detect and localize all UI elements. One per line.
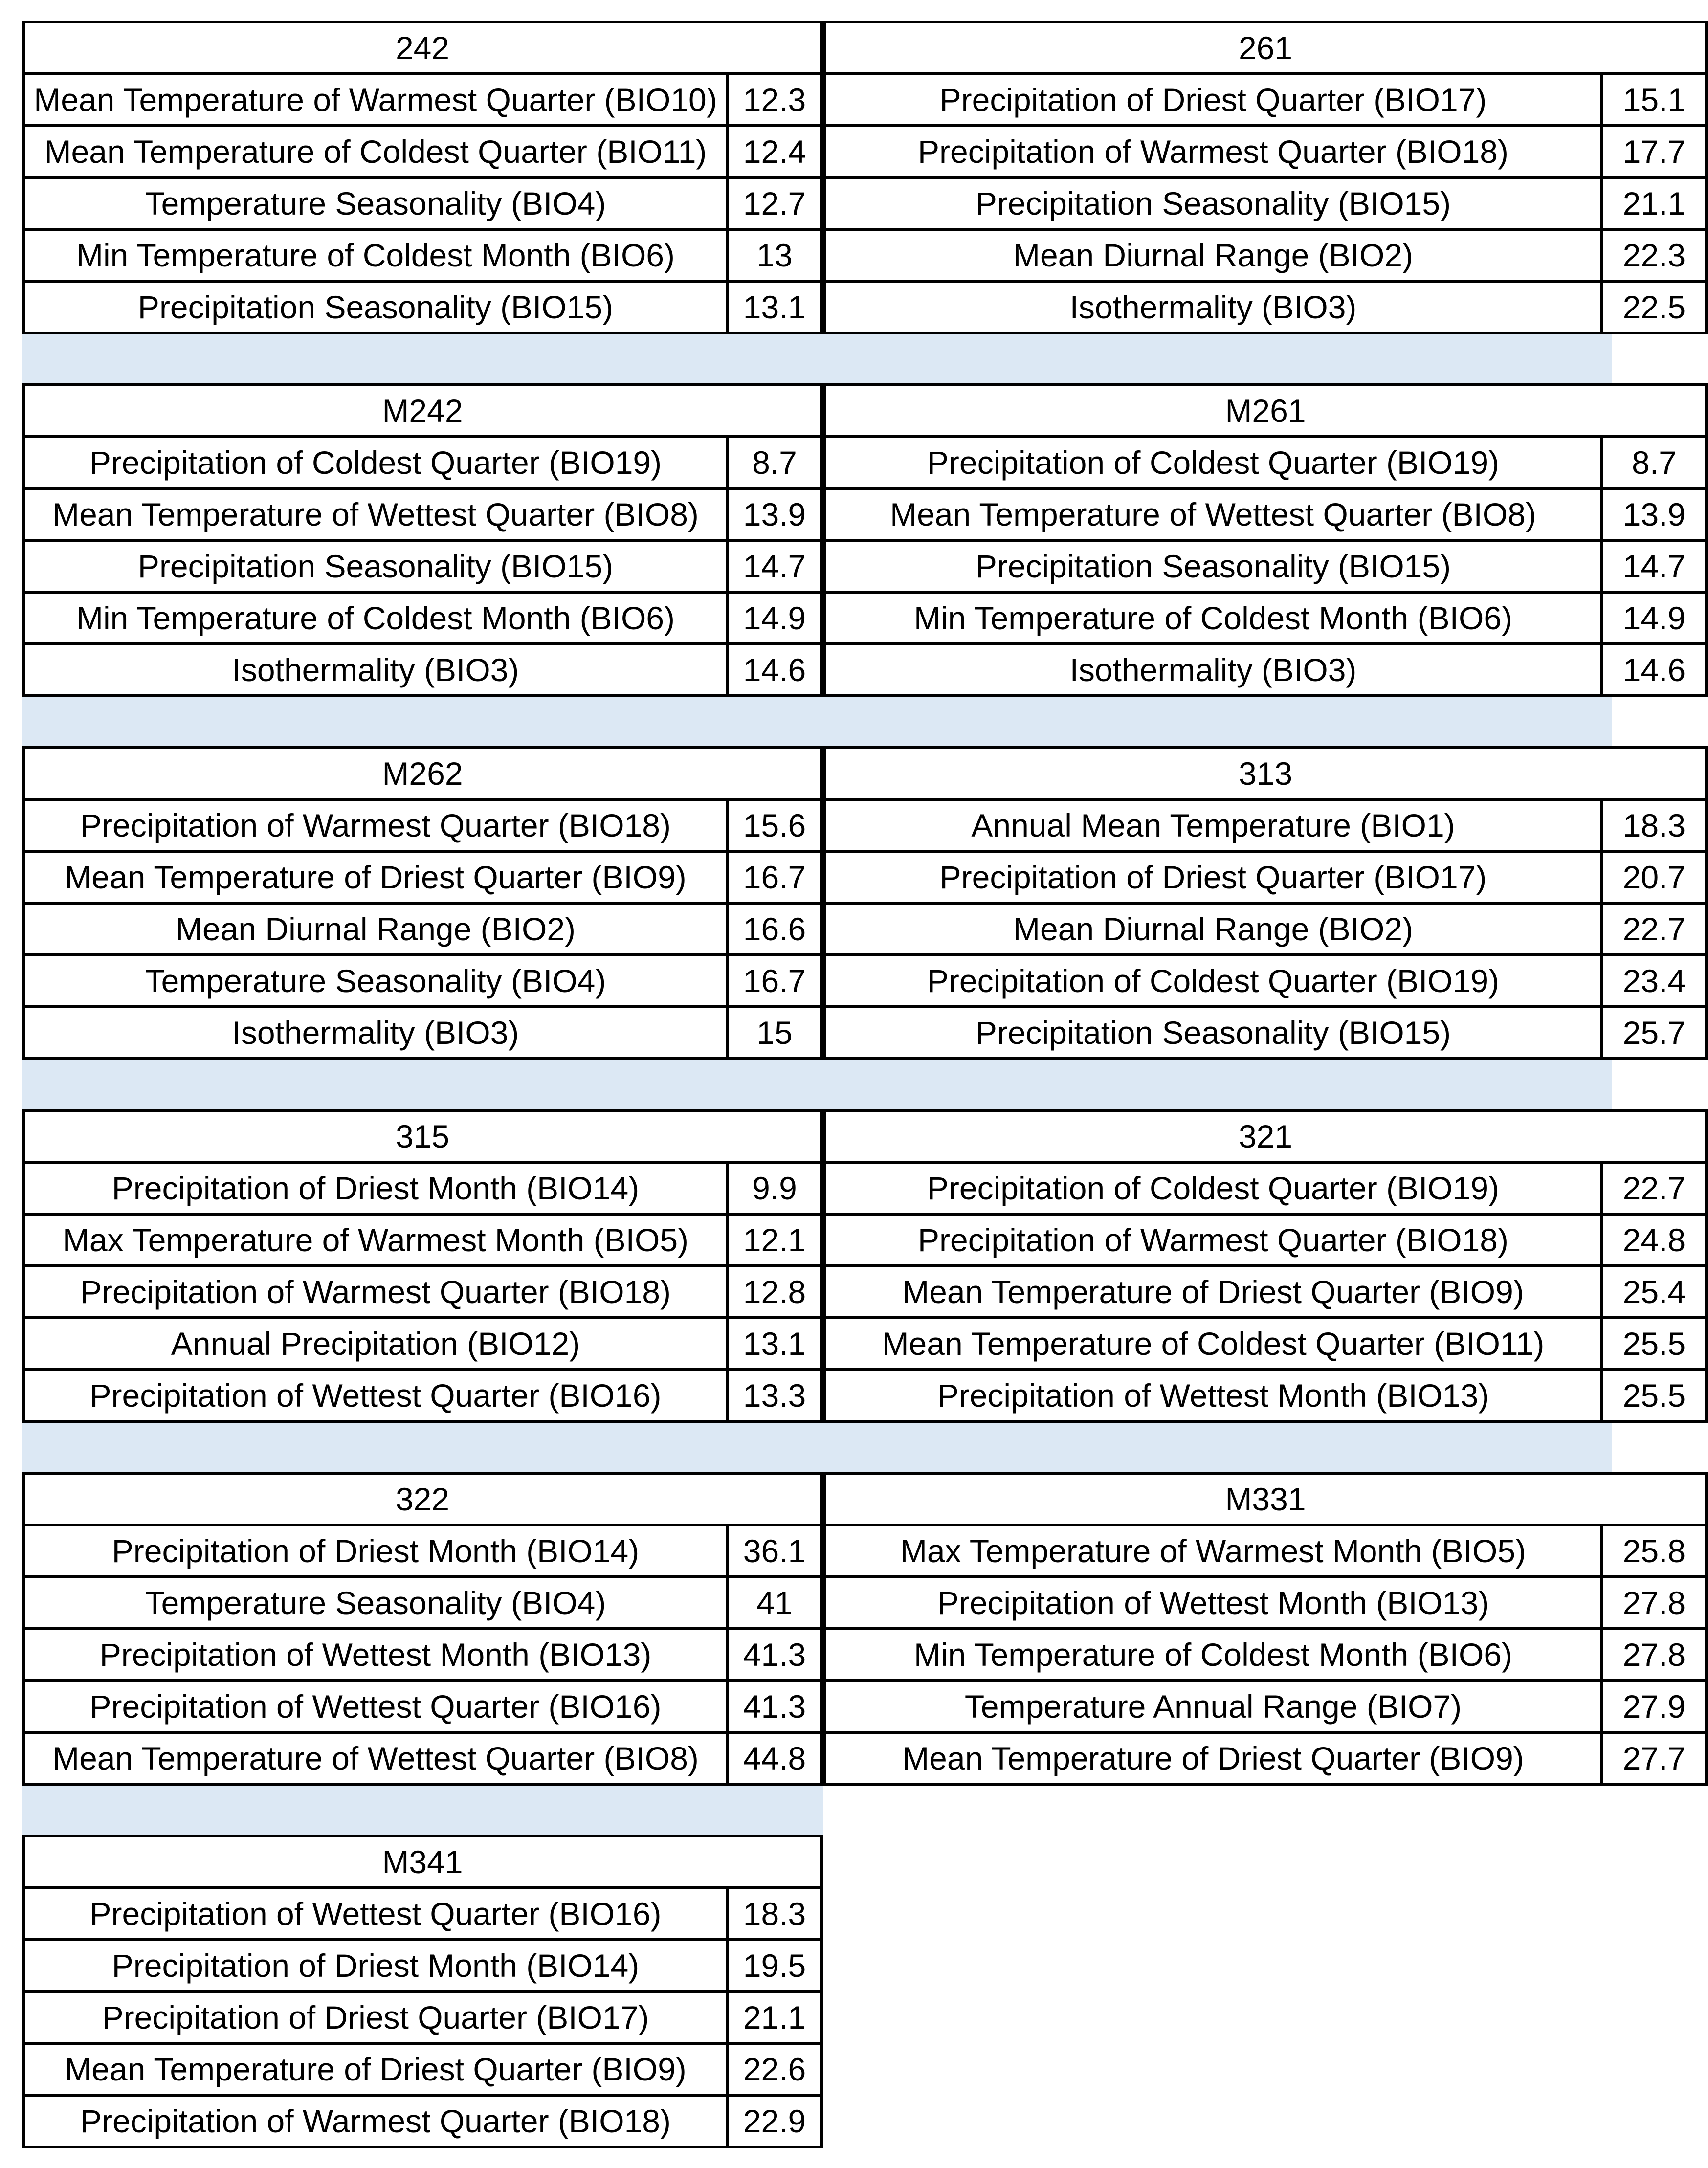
variable-label: Precipitation of Warmest Quarter (BIO18) <box>823 124 1603 179</box>
variable-label: Mean Diurnal Range (BIO2) <box>823 902 1603 956</box>
variable-label: Precipitation Seasonality (BIO15) <box>823 539 1603 594</box>
variable-value: 22.7 <box>1600 1161 1708 1216</box>
variable-label: Mean Temperature of Coldest Quarter (BIO11) <box>22 124 729 179</box>
variable-label: Precipitation of Coldest Quarter (BIO19) <box>823 1161 1603 1216</box>
variable-label: Mean Diurnal Range (BIO2) <box>823 228 1603 283</box>
variable-label: Temperature Annual Range (BIO7) <box>823 1679 1603 1734</box>
variable-label: Precipitation of Warmest Quarter (BIO18) <box>22 798 729 853</box>
variable-value: 27.8 <box>1600 1627 1708 1682</box>
variable-value: 12.8 <box>726 1264 823 1319</box>
table-title: M242 <box>22 383 823 438</box>
variable-label: Precipitation of Driest Quarter (BIO17) <box>22 1990 729 2045</box>
variable-value: 14.9 <box>726 591 823 645</box>
variable-value: 13 <box>726 228 823 283</box>
variable-value: 18.3 <box>1600 798 1708 853</box>
variable-label: Min Temperature of Coldest Month (BIO6) <box>823 1627 1603 1682</box>
table-title: M331 <box>823 1472 1708 1526</box>
variable-label: Precipitation of Coldest Quarter (BIO19) <box>823 953 1603 1008</box>
variable-value: 25.8 <box>1600 1524 1708 1578</box>
variable-label: Precipitation of Driest Quarter (BIO17) <box>823 850 1603 905</box>
variable-value: 25.5 <box>1600 1368 1708 1423</box>
variable-label: Precipitation Seasonality (BIO15) <box>22 539 729 594</box>
variable-label: Precipitation Seasonality (BIO15) <box>823 176 1603 231</box>
variable-label: Min Temperature of Coldest Month (BIO6) <box>22 591 729 645</box>
variable-label: Precipitation of Wettest Month (BIO13) <box>823 1575 1603 1630</box>
variable-value: 20.7 <box>1600 850 1708 905</box>
variable-value: 13.1 <box>726 280 823 334</box>
table-title: 321 <box>823 1109 1708 1164</box>
variable-value: 18.3 <box>726 1886 823 1941</box>
variable-label: Precipitation of Coldest Quarter (BIO19) <box>823 435 1603 490</box>
variable-label: Isothermality (BIO3) <box>22 642 729 697</box>
variable-label: Min Temperature of Coldest Month (BIO6) <box>823 591 1603 645</box>
variable-value: 8.7 <box>1600 435 1708 490</box>
separator-band <box>22 694 1612 746</box>
separator-band <box>22 1783 823 1835</box>
variable-label: Isothermality (BIO3) <box>22 1005 729 1060</box>
variable-value: 25.4 <box>1600 1264 1708 1319</box>
variable-value: 16.6 <box>726 902 823 956</box>
variable-value: 22.9 <box>726 2094 823 2148</box>
variable-label: Temperature Seasonality (BIO4) <box>22 953 729 1008</box>
variable-label: Mean Temperature of Warmest Quarter (BIO10) <box>22 72 729 127</box>
variable-value: 23.4 <box>1600 953 1708 1008</box>
variable-label: Precipitation of Driest Month (BIO14) <box>22 1938 729 1993</box>
variable-value: 16.7 <box>726 953 823 1008</box>
variable-label: Precipitation of Wettest Month (BIO13) <box>22 1627 729 1682</box>
variable-value: 14.6 <box>726 642 823 697</box>
variable-value: 17.7 <box>1600 124 1708 179</box>
variable-label: Temperature Seasonality (BIO4) <box>22 1575 729 1630</box>
table-title: 242 <box>22 21 823 75</box>
variable-value: 16.7 <box>726 850 823 905</box>
variable-label: Temperature Seasonality (BIO4) <box>22 176 729 231</box>
variable-label: Precipitation of Wettest Quarter (BIO16) <box>22 1368 729 1423</box>
variable-value: 41.3 <box>726 1679 823 1734</box>
variable-value: 12.3 <box>726 72 823 127</box>
separator-band <box>22 332 1612 383</box>
table-title: M262 <box>22 746 823 801</box>
variable-value: 27.8 <box>1600 1575 1708 1630</box>
variable-value: 21.1 <box>1600 176 1708 231</box>
variable-value: 14.6 <box>1600 642 1708 697</box>
variable-label: Min Temperature of Coldest Month (BIO6) <box>22 228 729 283</box>
variable-label: Precipitation of Driest Month (BIO14) <box>22 1524 729 1578</box>
separator-band <box>22 1420 1612 1472</box>
variable-value: 25.5 <box>1600 1316 1708 1371</box>
table-title: M261 <box>823 383 1708 438</box>
variable-value: 15.6 <box>726 798 823 853</box>
variable-label: Precipitation Seasonality (BIO15) <box>22 280 729 334</box>
variable-value: 15 <box>726 1005 823 1060</box>
variable-label: Precipitation of Driest Month (BIO14) <box>22 1161 729 1216</box>
variable-value: 12.1 <box>726 1213 823 1267</box>
variable-value: 13.3 <box>726 1368 823 1423</box>
variable-value: 25.7 <box>1600 1005 1708 1060</box>
variable-label: Annual Precipitation (BIO12) <box>22 1316 729 1371</box>
variable-value: 14.9 <box>1600 591 1708 645</box>
variable-label: Mean Temperature of Driest Quarter (BIO9) <box>823 1731 1603 1786</box>
variable-label: Mean Diurnal Range (BIO2) <box>22 902 729 956</box>
variable-value: 22.6 <box>726 2042 823 2097</box>
variable-value: 14.7 <box>726 539 823 594</box>
variable-label: Mean Temperature of Wettest Quarter (BIO8) <box>22 487 729 542</box>
variable-label: Isothermality (BIO3) <box>823 642 1603 697</box>
variable-value: 24.8 <box>1600 1213 1708 1267</box>
separator-band <box>22 1057 1612 1109</box>
table-title: M341 <box>22 1835 823 1889</box>
variable-label: Precipitation of Warmest Quarter (BIO18) <box>823 1213 1603 1267</box>
variable-value: 12.4 <box>726 124 823 179</box>
table-title: 322 <box>22 1472 823 1526</box>
variable-label: Precipitation of Warmest Quarter (BIO18) <box>22 2094 729 2148</box>
variable-label: Precipitation of Coldest Quarter (BIO19) <box>22 435 729 490</box>
variable-value: 13.9 <box>726 487 823 542</box>
variable-value: 27.7 <box>1600 1731 1708 1786</box>
variable-value: 9.9 <box>726 1161 823 1216</box>
variable-value: 27.9 <box>1600 1679 1708 1734</box>
variable-value: 15.1 <box>1600 72 1708 127</box>
variable-value: 13.1 <box>726 1316 823 1371</box>
variable-value: 14.7 <box>1600 539 1708 594</box>
table-title: 261 <box>823 21 1708 75</box>
variable-value: 41.3 <box>726 1627 823 1682</box>
variable-value: 22.7 <box>1600 902 1708 956</box>
variable-label: Max Temperature of Warmest Month (BIO5) <box>22 1213 729 1267</box>
variable-label: Precipitation Seasonality (BIO15) <box>823 1005 1603 1060</box>
variable-value: 22.3 <box>1600 228 1708 283</box>
table-title: 313 <box>823 746 1708 801</box>
variable-value: 8.7 <box>726 435 823 490</box>
variable-label: Precipitation of Warmest Quarter (BIO18) <box>22 1264 729 1319</box>
variable-value: 44.8 <box>726 1731 823 1786</box>
variable-value: 12.7 <box>726 176 823 231</box>
variable-label: Mean Temperature of Coldest Quarter (BIO11) <box>823 1316 1603 1371</box>
variable-label: Precipitation of Wettest Month (BIO13) <box>823 1368 1603 1423</box>
variable-label: Precipitation of Driest Quarter (BIO17) <box>823 72 1603 127</box>
variable-value: 41 <box>726 1575 823 1630</box>
variable-value: 36.1 <box>726 1524 823 1578</box>
variable-label: Mean Temperature of Driest Quarter (BIO9) <box>22 2042 729 2097</box>
variable-label: Mean Temperature of Wettest Quarter (BIO8) <box>22 1731 729 1786</box>
variable-label: Annual Mean Temperature (BIO1) <box>823 798 1603 853</box>
variable-label: Mean Temperature of Driest Quarter (BIO9) <box>823 1264 1603 1319</box>
variable-value: 19.5 <box>726 1938 823 1993</box>
variable-label: Precipitation of Wettest Quarter (BIO16) <box>22 1886 729 1941</box>
variable-label: Precipitation of Wettest Quarter (BIO16) <box>22 1679 729 1734</box>
variable-value: 21.1 <box>726 1990 823 2045</box>
variable-label: Isothermality (BIO3) <box>823 280 1603 334</box>
variable-value: 13.9 <box>1600 487 1708 542</box>
variable-label: Mean Temperature of Wettest Quarter (BIO8) <box>823 487 1603 542</box>
variable-label: Max Temperature of Warmest Month (BIO5) <box>823 1524 1603 1578</box>
table-title: 315 <box>22 1109 823 1164</box>
variable-value: 22.5 <box>1600 280 1708 334</box>
variable-label: Mean Temperature of Driest Quarter (BIO9) <box>22 850 729 905</box>
